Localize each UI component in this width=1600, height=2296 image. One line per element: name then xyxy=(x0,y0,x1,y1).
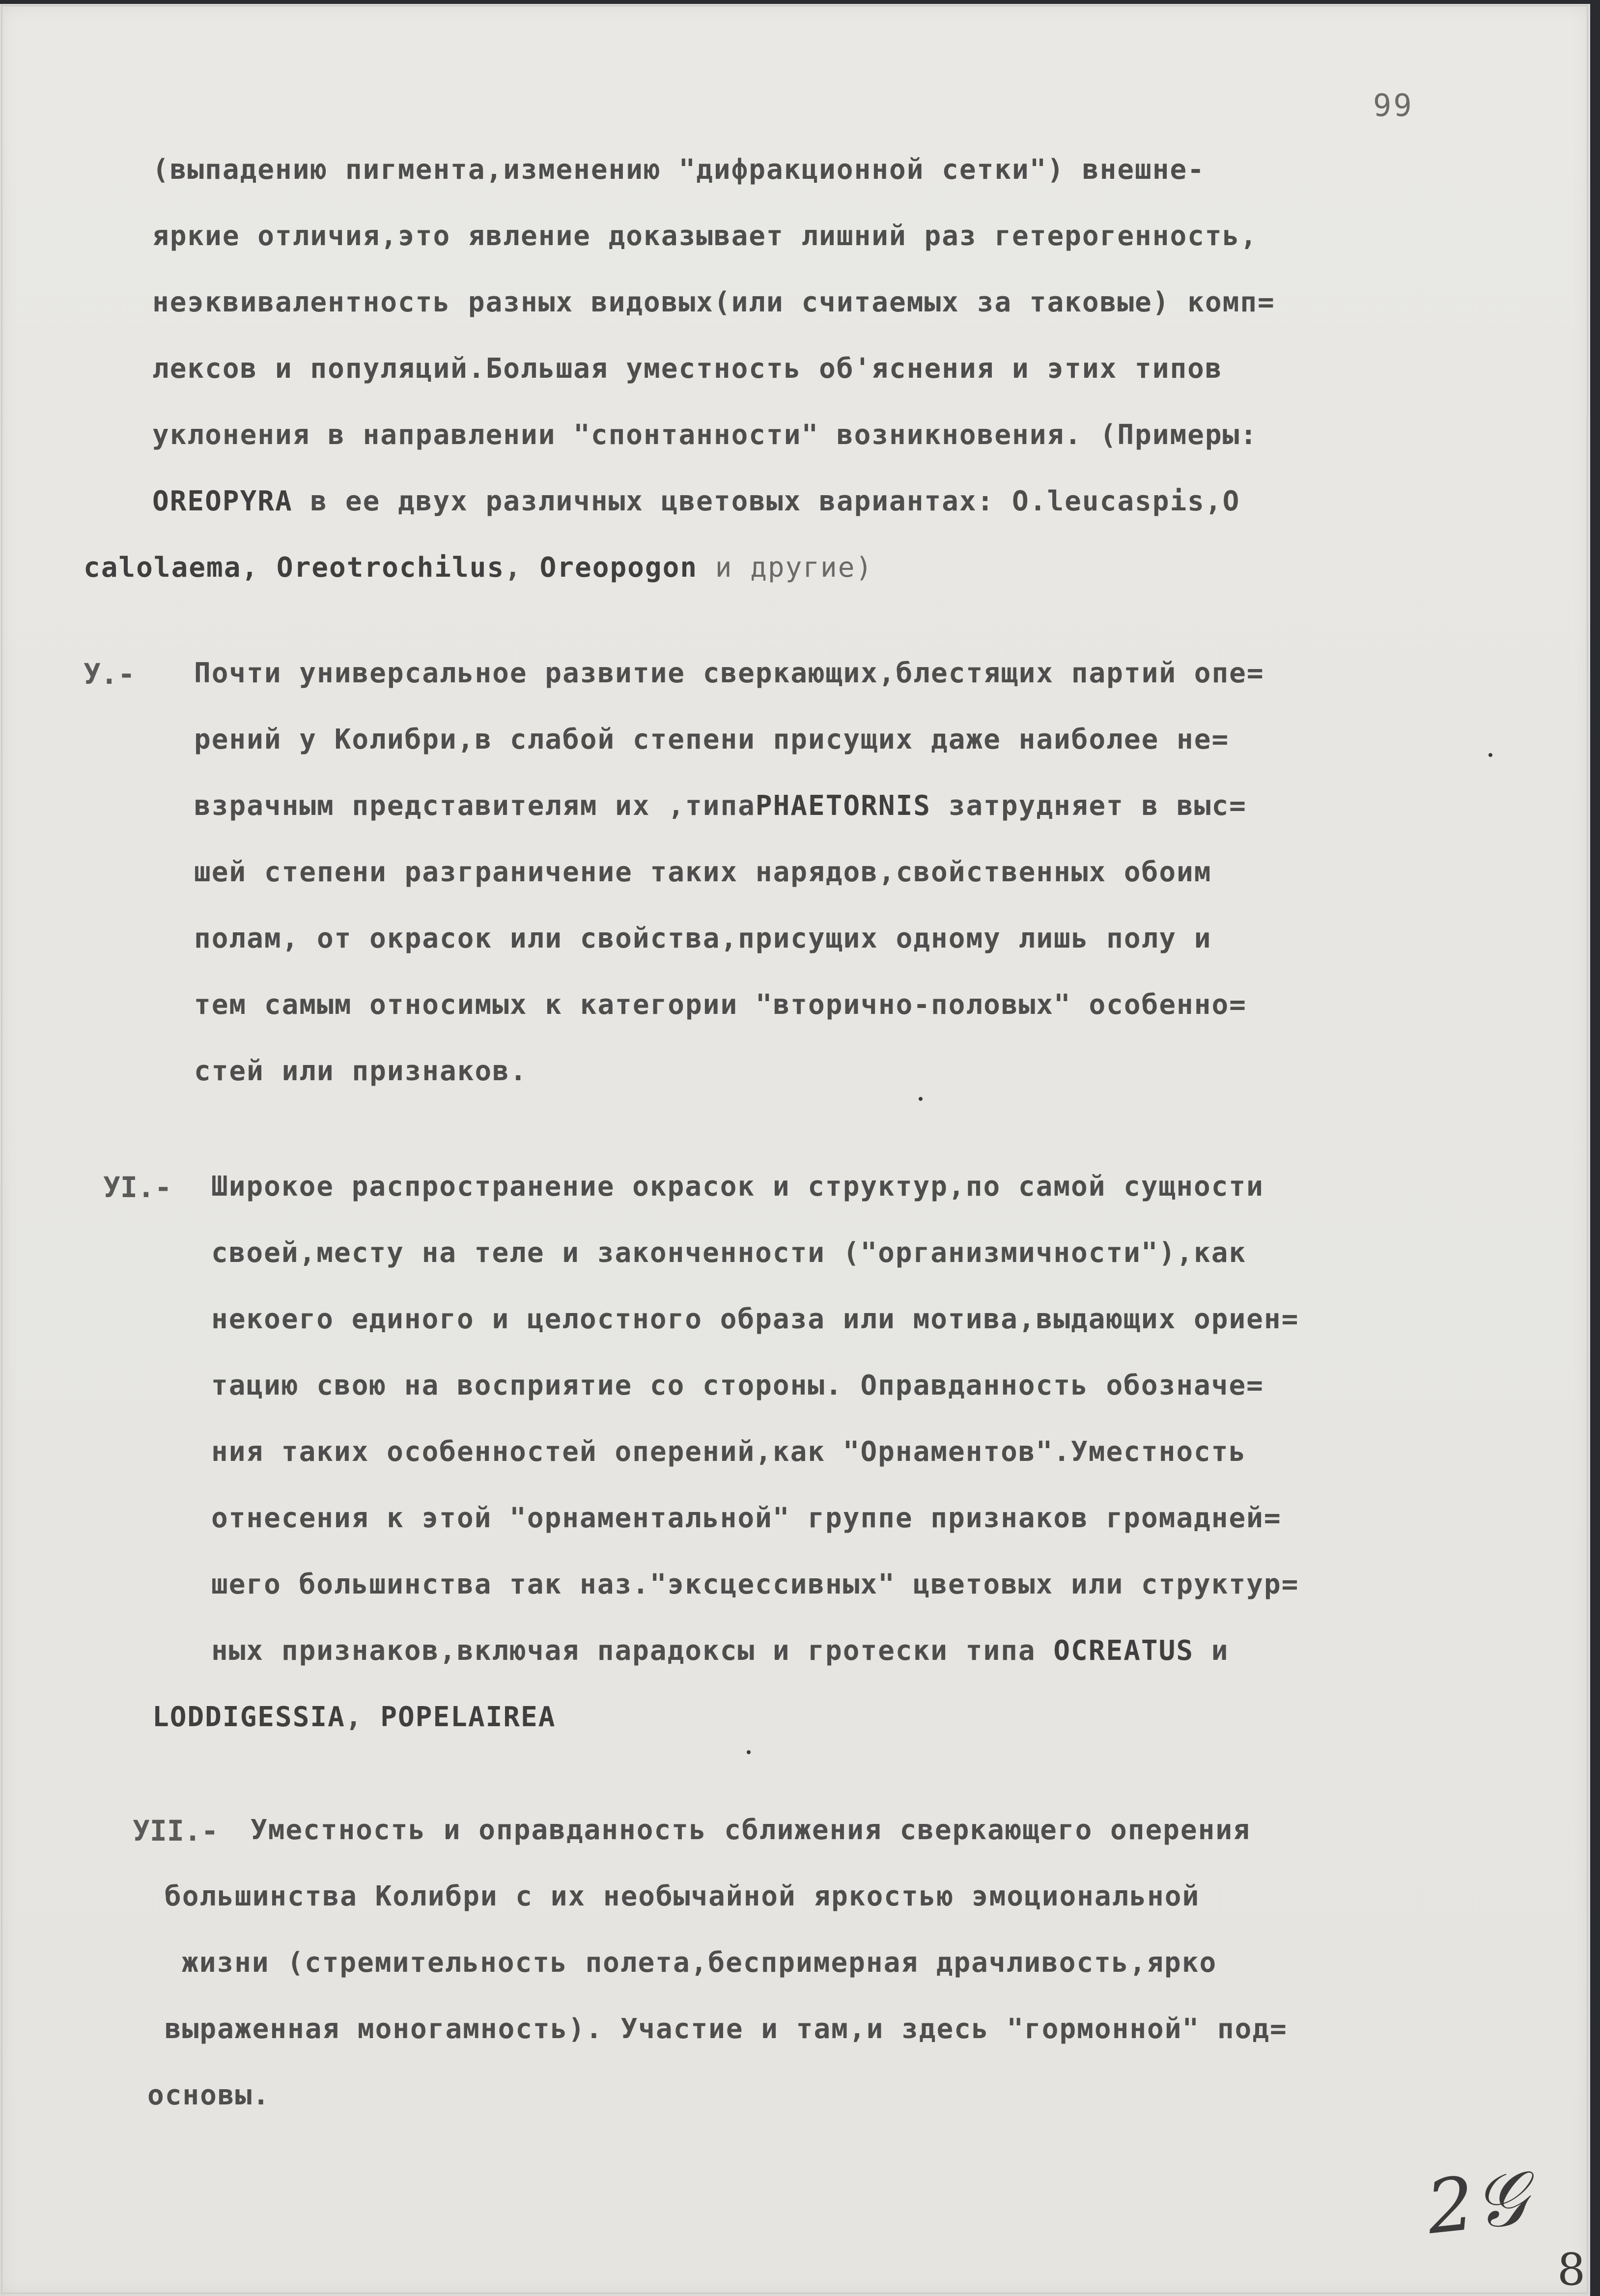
intro-line-7 xyxy=(84,552,873,584)
section-marker-6: УI.- xyxy=(103,1171,172,1204)
section6-line-7: шего большинства так наз."эксцессивных" цветовых или структур= xyxy=(211,1568,1299,1600)
genus-name: OCREATUS xyxy=(1053,1635,1194,1667)
section5-line-7: стей или признаков. xyxy=(194,1055,528,1087)
section6-line-9 xyxy=(152,1701,556,1733)
ink-speck xyxy=(747,1750,751,1754)
section7-line-1: Уместность и оправданность сближения сверкающего оперения xyxy=(251,1814,1251,1846)
section6-line-1: Широкое распространение окрасок и структур,по самой сущности xyxy=(211,1171,1264,1203)
genus-name: calolaema, xyxy=(84,552,277,584)
handwritten-archive-number: 2𝒢 xyxy=(1423,2155,1531,2251)
intro-line-3: неэквивалентность разных видовых(или считаемых за таковые) комп= xyxy=(152,286,1275,318)
ink-speck xyxy=(919,1097,923,1101)
section5-line-5: полам, от окрасок или свойства,присущих одному лишь полу и xyxy=(194,923,1212,954)
section6-line-8-text: ных признаков,включая парадоксы и гротески типа xyxy=(211,1635,1036,1667)
scan-edge-right xyxy=(1590,0,1600,2296)
section5-line-6: тем самым относимых к категории "вторично-половых" особенно= xyxy=(194,989,1247,1021)
intro-line-4: лексов и популяций.Большая уместность об'яснения и этих типов xyxy=(152,353,1223,385)
section5-line-3-tail: затрудняет в выс= xyxy=(931,790,1247,822)
intro-line-6-text: в ее двух различных цветовых вариантах: O.leucaspis,O xyxy=(310,485,1240,517)
section6-line-3: некоего единого и целостного образа или мотива,выдающих ориен= xyxy=(211,1303,1299,1335)
intro-line-2: яркие отличия,это явление доказывает лишний раз гетерогенность, xyxy=(152,220,1258,252)
section5-line-2: рений у Колибри,в слабой степени присущих даже наиболее не= xyxy=(194,724,1230,756)
section6-line-4: тацию свою на восприятие со стороны. Оправданность обозначе= xyxy=(211,1370,1264,1401)
section7-line-4: выраженная моногамность). Участие и там,и здесь "гормонной" под= xyxy=(165,2013,1288,2045)
section6-line-6: отнесения к этой "орнаментальной" группе признаков громадней= xyxy=(211,1502,1282,1534)
section5-line-4: шей степени разграничение таких нарядов,свойственных обоим xyxy=(194,856,1212,888)
document-page xyxy=(0,4,1590,2296)
genus-name: POPELAIREA xyxy=(380,1701,556,1733)
section7-line-5: основы. xyxy=(147,2079,271,2111)
section6-line-5: ния таких особенностей оперений,как "Орнаментов".Уместность xyxy=(211,1436,1247,1468)
section7-line-3: жизни (стремительность полета,беспримерная драчливость,ярко xyxy=(182,1947,1217,1979)
section6-line-2: своей,месту на теле и законченности ("организмичности"),как xyxy=(211,1237,1247,1269)
separator-text: , xyxy=(345,1701,381,1733)
section6-line-8 xyxy=(211,1635,1229,1667)
section6-line-8-end: и xyxy=(1211,1635,1229,1667)
section5-line-3 xyxy=(194,790,1247,822)
section-marker-5: У.- xyxy=(84,657,135,691)
page-number: 99 xyxy=(1373,87,1414,123)
ink-speck xyxy=(1488,753,1492,757)
genus-name: Oreotrochilus xyxy=(276,552,505,584)
separator-text: , xyxy=(505,552,540,584)
section-marker-7: УII.- xyxy=(133,1814,219,1848)
intro-line-5: уклонения в направлении "спонтанности" возникновения. (Примеры: xyxy=(152,419,1258,451)
genus-name: LODDIGESSIA xyxy=(152,1701,345,1733)
intro-line-7-tail: и другие) xyxy=(698,552,873,584)
intro-line-6 xyxy=(152,485,1240,517)
section7-line-2: большинства Колибри с их необычайной яркостью эмоциональной xyxy=(165,1880,1200,1912)
genus-name: OREOPYRA xyxy=(152,485,293,517)
genus-name: PHAETORNIS xyxy=(755,790,931,822)
section5-line-1: Почти универсальное развитие сверкающих,блестящих партий опе= xyxy=(194,657,1264,689)
handwritten-archive-mark: 8 xyxy=(1557,2244,1586,2296)
intro-line-1: (выпадению пигмента,изменению "дифракционной сетки") внешне- xyxy=(152,154,1205,186)
section5-line-3-text: взрачным представителям их ,типа xyxy=(194,790,756,822)
genus-name: Oreopogon xyxy=(539,552,698,584)
